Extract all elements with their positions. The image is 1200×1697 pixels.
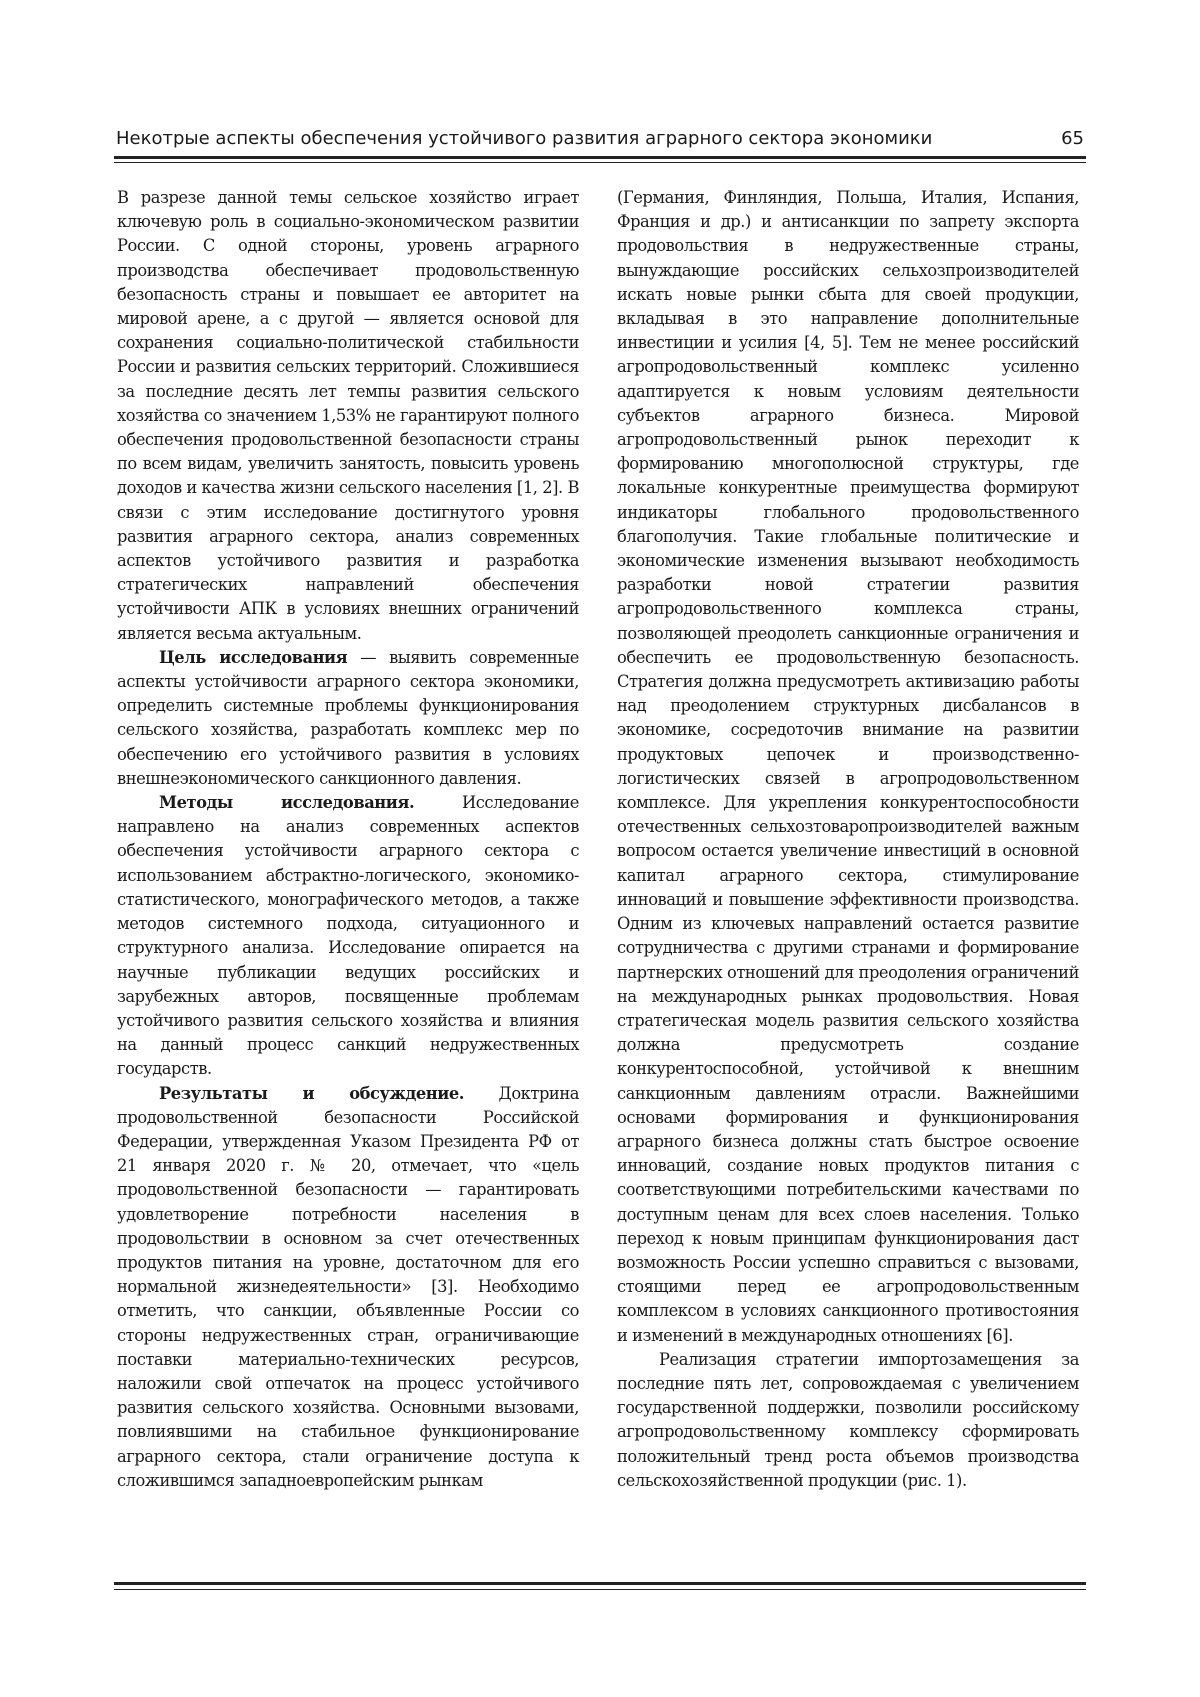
running-header — [116, 128, 1084, 149]
methods-text: Исследование направлено на анализ современных аспектов обеспечения устойчивости аграрного сектора с использованием абстрактно-логического, экономико-статистического, монографического методов, а также методов системного подхода, ситуационного и структурного анализа. Исследование опирается на научные публикации ведущих российских и зарубежных авторов, посвященные проблемам устойчивого развития сельского хозяйства и влияния на данный процесс санкций недружественных государств. — [117, 793, 579, 1079]
methods-heading: Методы исследования. — [159, 793, 415, 813]
results-text: Доктрина продовольственной безопасности Российской Федерации, утвержденная Указом Президента РФ от 21 января 2020 г. № 20, отмечает, что «цель продовольственной безопасности — гарантировать удовлетворение потребности населения в продовольствии в основном за счет отечественных продуктов питания на уровне, достаточном для его нормальной жизнедеятельности» [3]. Необходимо отметить, что санкции, объявленные России со стороны недружественных стран, ограничивающие поставки материально-технических ресурсов, наложили свой отпечаток на процесс устойчивого развития сельского хозяйства. Основными вызовами, повлиявшими на стабильное функционирование аграрного сектора, стали ограничение доступа к сложившимся западноевропейским рынкам — [117, 1083, 579, 1490]
results-heading: Результаты и обсуждение. — [159, 1083, 464, 1103]
aim-paragraph — [117, 646, 579, 791]
continued-paragraph: (Германия, Финляндия, Польша, Италия, Испания, Франция и др.) и антисанкции по запрету экспорта продовольствия в недружественные страны, вынуждающие российских сельхозпроизводителей искать новые рынки сбыта для своей продукции, вкладывая в это направление дополнительные инвестиции и усилия [4, 5]. Тем не менее российский агропродовольственный комплекс усиленно адаптируется к новым условиям деятельности субъектов аграрного бизнеса. Мировой агропродовольственный рынок переходит к формированию многополюсной структуры, где локальные конкурентные преимущества формируют индикаторы глобального продовольственного благополучия. Такие глобальные политические и экономические изменения вызывают необходимость разработки новой стратегии развития агропродовольственного комплекса страны, позволяющей преодолеть санкционные ограничения и обеспечить ее продовольственную безопасность. Стратегия должна предусмотреть активизацию работы над преодолением структурных дисбалансов в экономике, сосредоточив внимание на развитии продуктовых цепочек и производственно-логистических связей в агропродовольственном комплексе. Для укрепления конкурентоспособности отечественных сельхозтоваропроизводителей важным вопросом остается увеличение инвестиций в основной капитал аграрного сектора, стимулирование инноваций и повышение эффективности производства. Одним из ключевых направлений остается развитие сотрудничества с другими странами и формирование партнерских отношений для преодоления ограничений на международных рынках продовольствия. Новая стратегическая модель развития сельского хозяйства должна предусмотреть создание конкурентоспособной, устойчивой к внешним санкционным давлениям отрасли. Важнейшими основами формирования и функционирования аграрного бизнеса должны стать быстрое освоение инноваций, создание новых продуктов питания с соответствующими потребительскими качествами по доступным ценам для всех слоев населения. Только переход к новым принципам функционирования даст возможность России успешно справиться с вызовами, стоящими перед ее агропродовольственным комплексом в условиях санкционного противостояния и изменений в международных отношениях [6]. — [617, 188, 1079, 1345]
methods-paragraph — [117, 791, 579, 1081]
import-substitution-paragraph: Реализация стратегии импортозамещения за последние пять лет, сопровождаемая с увеличением государственной поддержки, позволили российскому агропродовольственному комплексу сформировать положительный тренд роста объемов производства сельскохозяйственной продукции (рис. 1). — [617, 1349, 1079, 1490]
footer-rule-thick — [114, 1582, 1086, 1585]
page-number: 65 — [1061, 128, 1084, 149]
aim-text: — выявить современные аспекты устойчивости аграрного сектора экономики, определить системные проблемы функционирования сельского хозяйства, разработать комплекс мер по обеспечению его устойчивого развития в условиях внешнеэкономического санкционного давления. — [117, 647, 579, 788]
header-rule-thin — [114, 162, 1086, 163]
header-rule-thick — [114, 156, 1086, 159]
running-title: Некотрые аспекты обеспечения устойчивого развития аграрного сектора экономики — [116, 128, 933, 149]
aim-heading: Цель исследования — [159, 647, 348, 667]
intro-paragraph: В разрезе данной темы сельское хозяйство играет ключевую роль в социально-экономическом развитии России. С одной стороны, уровень аграрного производства обеспечивает продовольственную безопасность страны и повышает ее авторитет на мировой арене, а с другой — является основой для сохранения социально-политической стабильности России и развития сельских территорий. Сложившиеся за последние десять лет темпы развития сельского хозяйства со значением 1,53% не гарантируют полного обеспечения продовольственной безопасности страны по всем видам, увеличить занятость, повысить уровень доходов и качества жизни сельского населения [1, 2]. В связи с этим исследование достигнутого уровня развития аграрного сектора, анализ современных аспектов устойчивого развития и разработка стратегических направлений обеспечения устойчивости АПК в условиях внешних ограничений является весьма актуальным. — [117, 188, 579, 643]
results-paragraph — [117, 1082, 579, 1493]
right-column — [617, 186, 1079, 1493]
footer-rule-thin — [114, 1589, 1086, 1590]
left-column — [117, 186, 579, 1493]
